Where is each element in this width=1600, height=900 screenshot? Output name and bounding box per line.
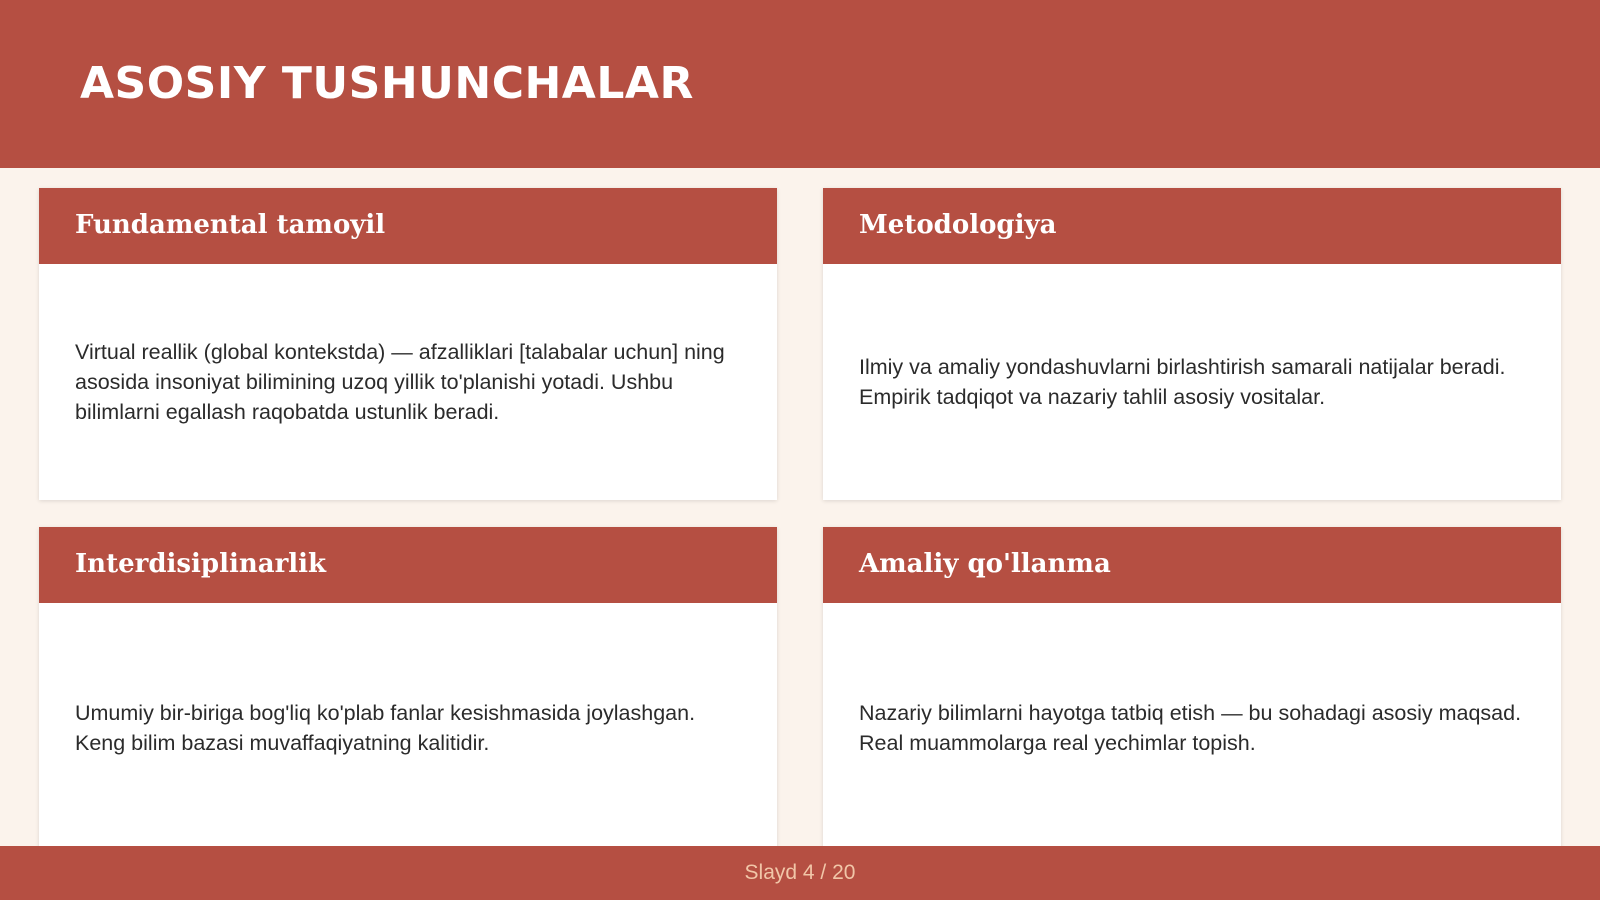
slide-footer [0,846,1600,900]
card-text: Umumiy bir-biriga bog'liq ko'plab fanlar kesishmasida joylashgan. Keng bilim bazasi muvaffaqiyatning kalitidir. [75,701,696,755]
card-text: Nazariy bilimlarni hayotga tatbiq etish — bu sohadagi asosiy maqsad. Real muammolarga real yechimlar topish. [859,701,1522,755]
card-interdisciplinarity [39,527,777,853]
slide-header [0,0,1600,168]
card-text: Ilmiy va amaliy yondashuvlarni birlashtirish samarali natijalar beradi. Empirik tadqiqot va nazariy tahlil asosiy vositalar. [859,355,1506,409]
slide-title: ASOSIY TUSHUNCHALAR [80,58,694,109]
card-body [39,603,777,853]
card-fundamental-principle [39,188,777,500]
card-heading: Metodologiya [823,188,1561,264]
card-practical-application [823,527,1561,853]
card-heading: Fundamental tamoyil [39,188,777,264]
card-heading: Interdisiplinarlik [39,527,777,603]
card-heading: Amaliy qo'llanma [823,527,1561,603]
card-body [823,264,1561,500]
card-body [823,603,1561,853]
slide-counter: Slayd 4 / 20 [744,861,856,884]
card-body [39,264,777,500]
card-methodology [823,188,1561,500]
card-text: Virtual reallik (global kontekstda) — afzalliklari [talabalar uchun] ning asosida insoniyat bilimining uzoq yillik to'planishi yotadi. Ushbu bilimlarni egallash raqobatda ustunlik beradi. [75,340,725,424]
